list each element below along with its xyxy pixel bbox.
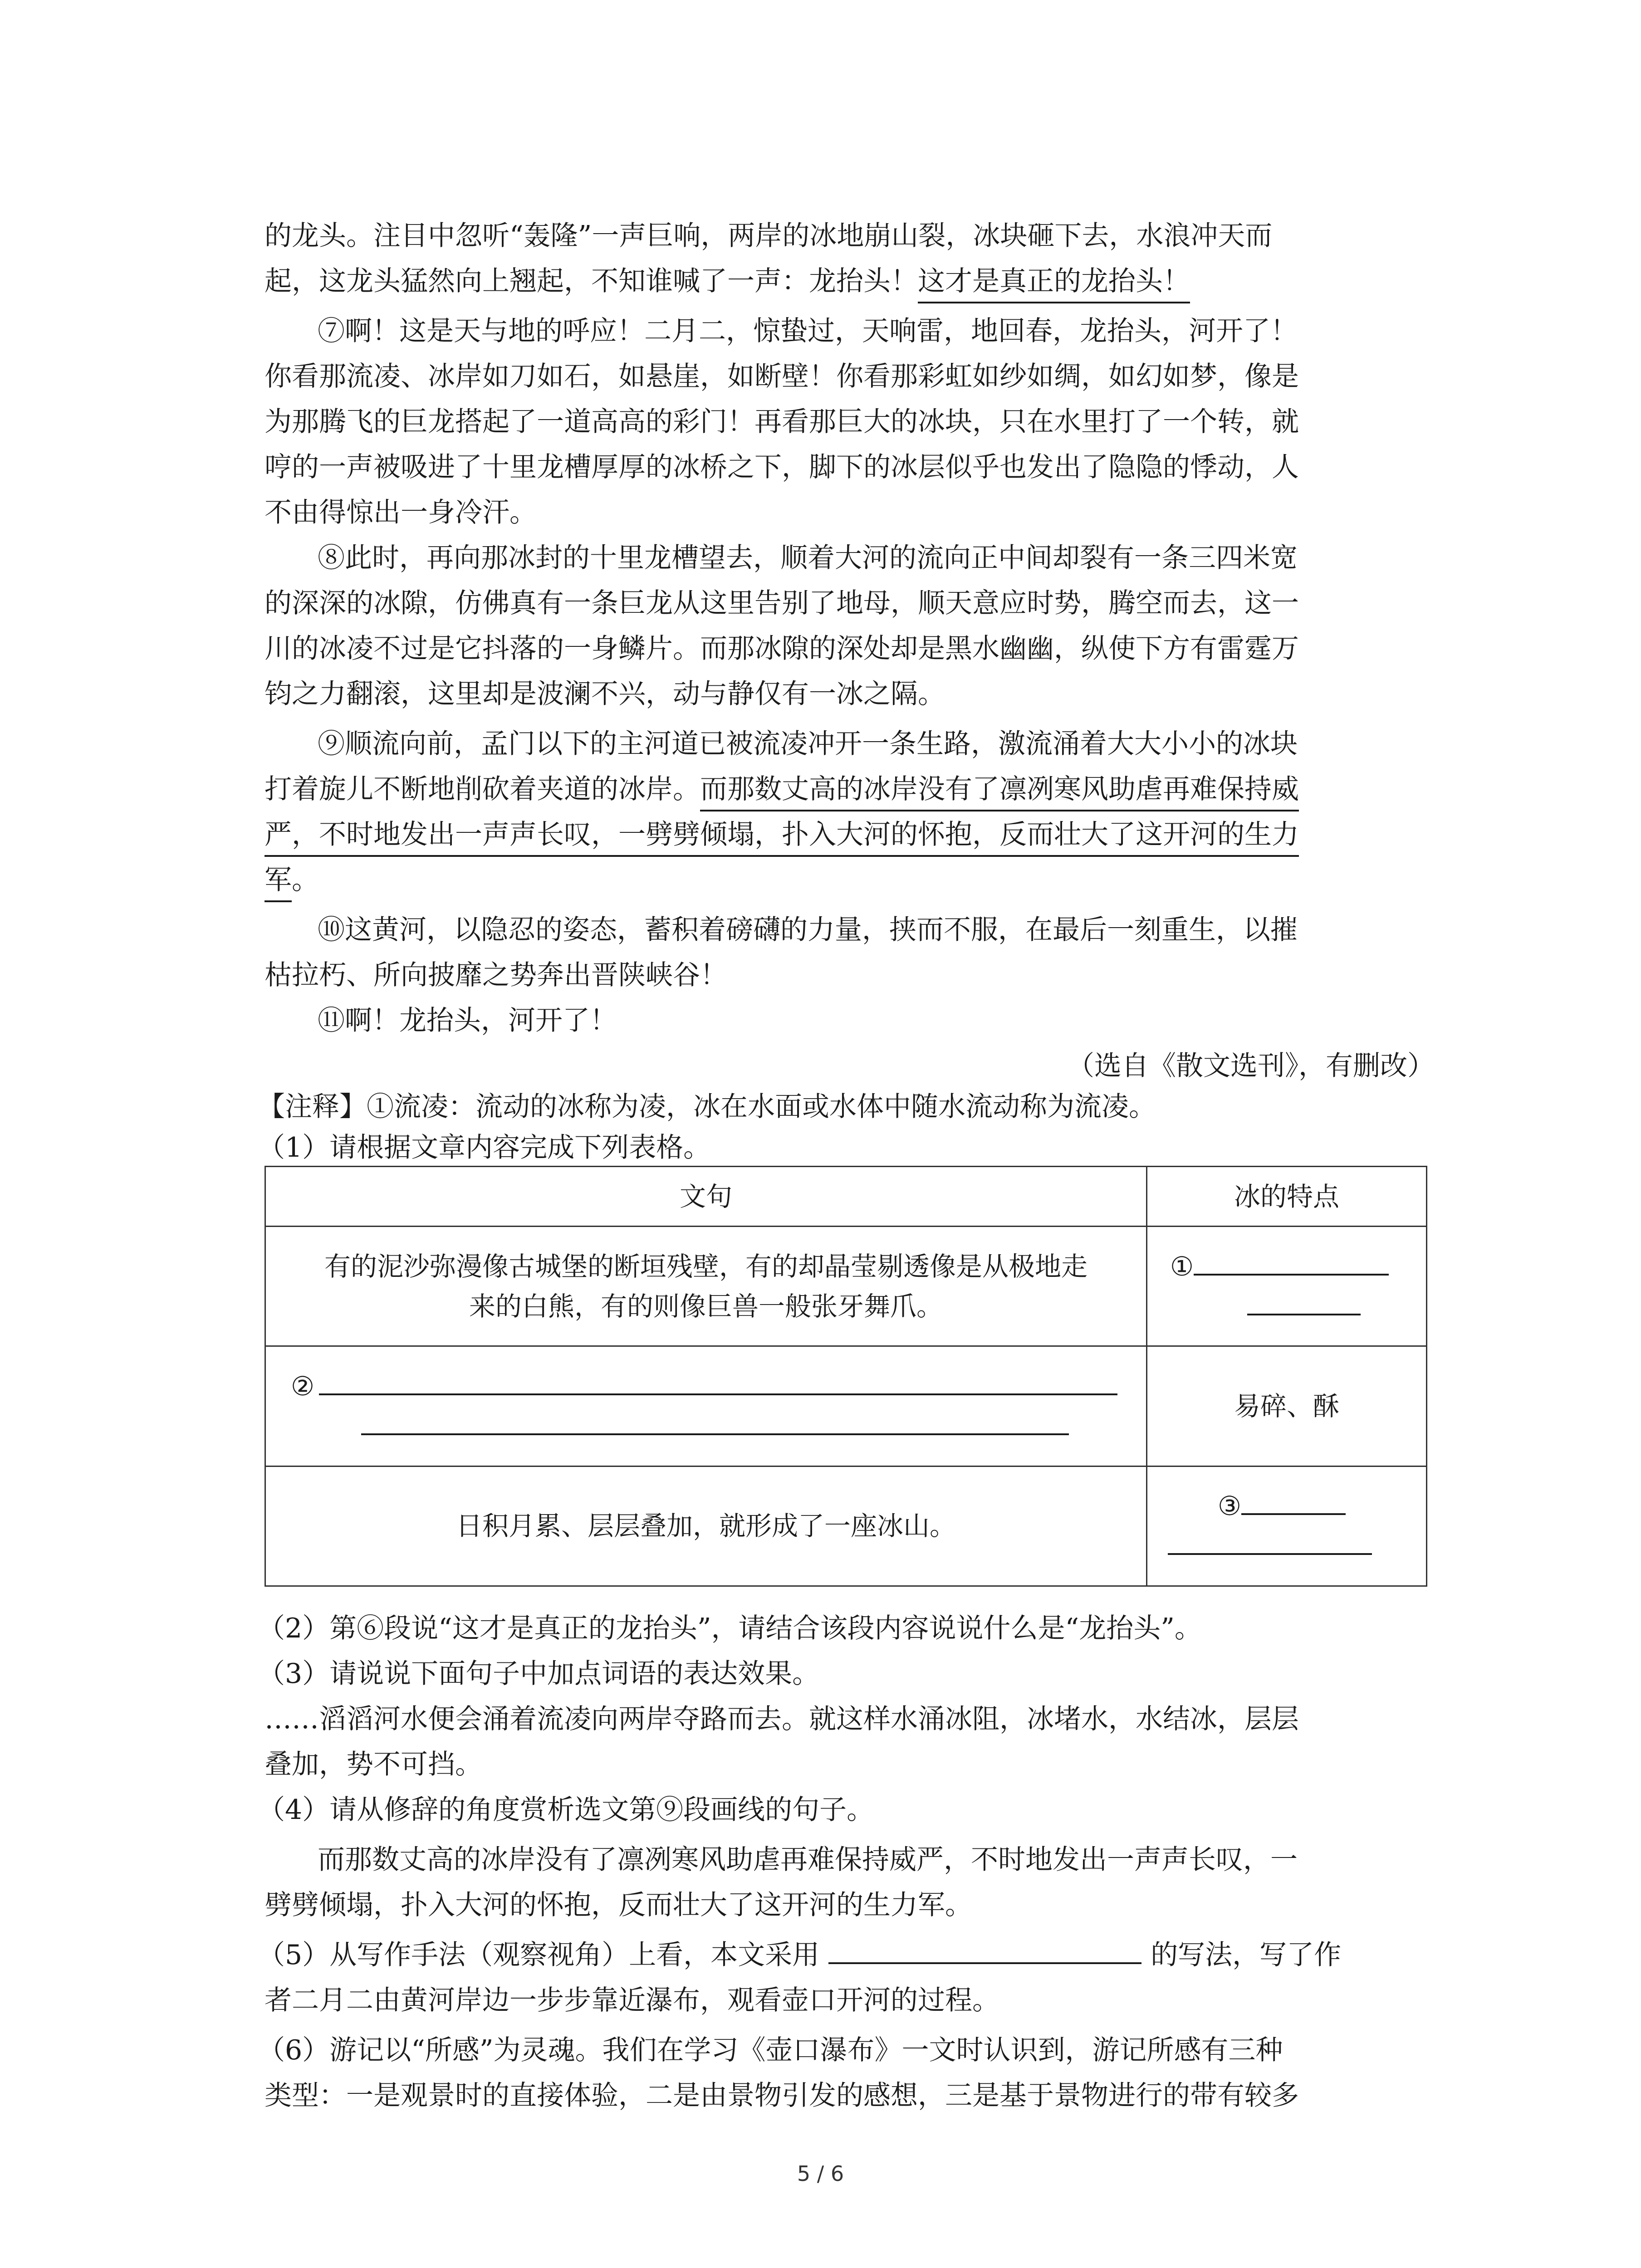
passage-line (265, 821, 1299, 848)
question-5-cont: 者二月二由黄河岸边一步步靠近瀑布，观看壶口开河的过程。 (265, 1984, 999, 2016)
table-cell-feature: 易碎、酥 (1147, 1346, 1427, 1466)
answer-blank[interactable] (361, 1431, 1069, 1435)
question-2: （2）第⑥段说“这才是真正的龙抬头”，请结合该段内容说说什么是“龙抬头”。 (258, 1613, 1202, 1644)
passage-line: 哼的一声被吸进了十里龙槽厚厚的冰桥之下，脚下的冰层似乎也发出了隐隐的悸动，人 (265, 451, 1299, 483)
annotation-note: 【注释】①流凌：流动的冰称为凌，冰在水面或水体中随水流动称为流凌。 (258, 1091, 1156, 1123)
question-text: 的写法，写了作 (1151, 1939, 1342, 1971)
table-text-line: 来的白熊，有的则像巨兽一般张牙舞爪。 (469, 1290, 943, 1322)
passage-text: 。 (292, 864, 319, 896)
underlined-sentence: 而那数丈高的冰岸没有了凛冽寒风助虐再难保持威 (700, 773, 1299, 811)
passage-line (265, 866, 319, 894)
blank-number: ① (1170, 1251, 1194, 1282)
question-4-quote: 劈劈倾塌，扑入大河的怀抱，反而壮大了这开河的生力军。 (265, 1889, 972, 1921)
passage-line: 不由得惊出一身冷汗。 (265, 497, 537, 528)
underlined-sentence: 严，不时地发出一声声长叹，一劈劈倾塌，扑入大河的怀抱，反而壮大了这开河的生力 (265, 819, 1299, 857)
table-header-sentence: 文句 (265, 1167, 1147, 1227)
question-3-quote: 叠加，势不可挡。 (265, 1749, 482, 1780)
question-6-cont: 类型：一是观景时的直接体验，二是由景物引发的感想，三是基于景物进行的带有较多 (265, 2080, 1299, 2112)
question-1: （1）请根据文章内容完成下列表格。 (258, 1132, 711, 1163)
underlined-sentence: 这才是真正的龙抬头！ (918, 265, 1190, 303)
answer-blank[interactable] (828, 1959, 1141, 1964)
paragraph-10: ⑩这黄河，以隐忍的姿态，蓄积着磅礴的力量，挟而不服，在最后一刻重生，以摧 (318, 914, 1298, 946)
answer-blank[interactable] (1168, 1550, 1372, 1555)
table-cell-feature (1147, 1466, 1427, 1586)
page-number: 5 / 6 (797, 2161, 844, 2186)
question-3-quote: ……滔滔河水便会涌着流凌向两岸夺路而去。就这样水涌冰阻，冰堵水，水结冰，层层 (265, 1703, 1299, 1735)
blank-number: ③ (1218, 1491, 1241, 1522)
blank-number: ② (291, 1371, 314, 1402)
answer-blank[interactable] (1241, 1510, 1346, 1515)
passage-text: 起，这龙头猛然向上翘起，不知谁喊了一声：龙抬头！ (265, 265, 918, 297)
underlined-sentence: 军 (265, 864, 292, 902)
table-cell-feature (1147, 1227, 1427, 1346)
passage-line: 的深深的冰隙，仿佛真有一条巨龙从这里告别了地母，顺天意应时势，腾空而去，这一 (265, 587, 1299, 619)
passage-line: 的龙头。注目中忽听“轰隆”一声巨响，两岸的冰地崩山裂，冰块砸下去，水浪冲天而 (265, 220, 1273, 252)
passage-line: 钧之力翻滚，这里却是波澜不兴，动与静仅有一冰之隔。 (265, 678, 945, 710)
question-3: （3）请说说下面句子中加点词语的表达效果。 (258, 1658, 820, 1690)
table-header-feature: 冰的特点 (1147, 1167, 1427, 1227)
answer-table (265, 1166, 1427, 1587)
question-text: （5）从写作手法（观察视角）上看，本文采用 (258, 1939, 820, 1971)
passage-text: 打着旋儿不断地削砍着夹道的冰岸。 (265, 773, 700, 805)
answer-blank[interactable] (319, 1391, 1117, 1395)
passage-line: 你看那流凌、冰岸如刀如石，如悬崖，如断壁！你看那彩虹如纱如绸，如幻如梦，像是 (265, 361, 1299, 392)
passage-line: 为那腾飞的巨龙搭起了一道高高的彩门！再看那巨大的冰块，只在水里打了一个转，就 (265, 406, 1299, 438)
answer-blank[interactable] (1247, 1311, 1361, 1315)
table-cell-sentence: 日积月累、层层叠加，就形成了一座冰山。 (265, 1466, 1147, 1586)
paragraph-7: ⑦啊！这是天与地的呼应！二月二，惊蛰过，天响雷，地回春，龙抬头，河开了！ (318, 315, 1298, 347)
table-cell-sentence (265, 1346, 1147, 1466)
source-citation: （选自《散文选刊》，有删改） (1067, 1050, 1435, 1082)
passage-line: 枯拉朽、所向披靡之势奔出晋陕峡谷！ (265, 959, 727, 991)
paragraph-9: ⑨顺流向前，孟门以下的主河道已被流凌冲开一条生路，激流涌着大大小小的冰块 (318, 728, 1298, 760)
question-4: （4）请从修辞的角度赏析选文第⑨段画线的句子。 (258, 1794, 874, 1826)
table-text-line: 有的泥沙弥漫像古城堡的断垣残壁，有的却晶莹剔透像是从极地走 (324, 1251, 1087, 1282)
passage-line (265, 773, 1299, 805)
question-5 (258, 1941, 1341, 1969)
passage-line (265, 265, 1190, 297)
table-cell-sentence (265, 1227, 1147, 1346)
question-4-quote: 而那数丈高的冰岸没有了凛冽寒风助虐再难保持威严，不时地发出一声声长叹，一 (318, 1844, 1298, 1876)
question-6: （6）游记以“所感”为灵魂。我们在学习《壶口瀑布》一文时认识到，游记所感有三种 (258, 2034, 1283, 2066)
answer-blank[interactable] (1194, 1271, 1389, 1276)
paragraph-11: ⑪啊！龙抬头，河开了！ (318, 1005, 617, 1036)
paragraph-8: ⑧此时，再向那冰封的十里龙槽望去，顺着大河的流向正中间却裂有一条三四米宽 (318, 542, 1298, 574)
passage-line: 川的冰凌不过是它抖落的一身鳞片。而那冰隙的深处却是黑水幽幽，纵使下方有雷霆万 (265, 633, 1299, 665)
